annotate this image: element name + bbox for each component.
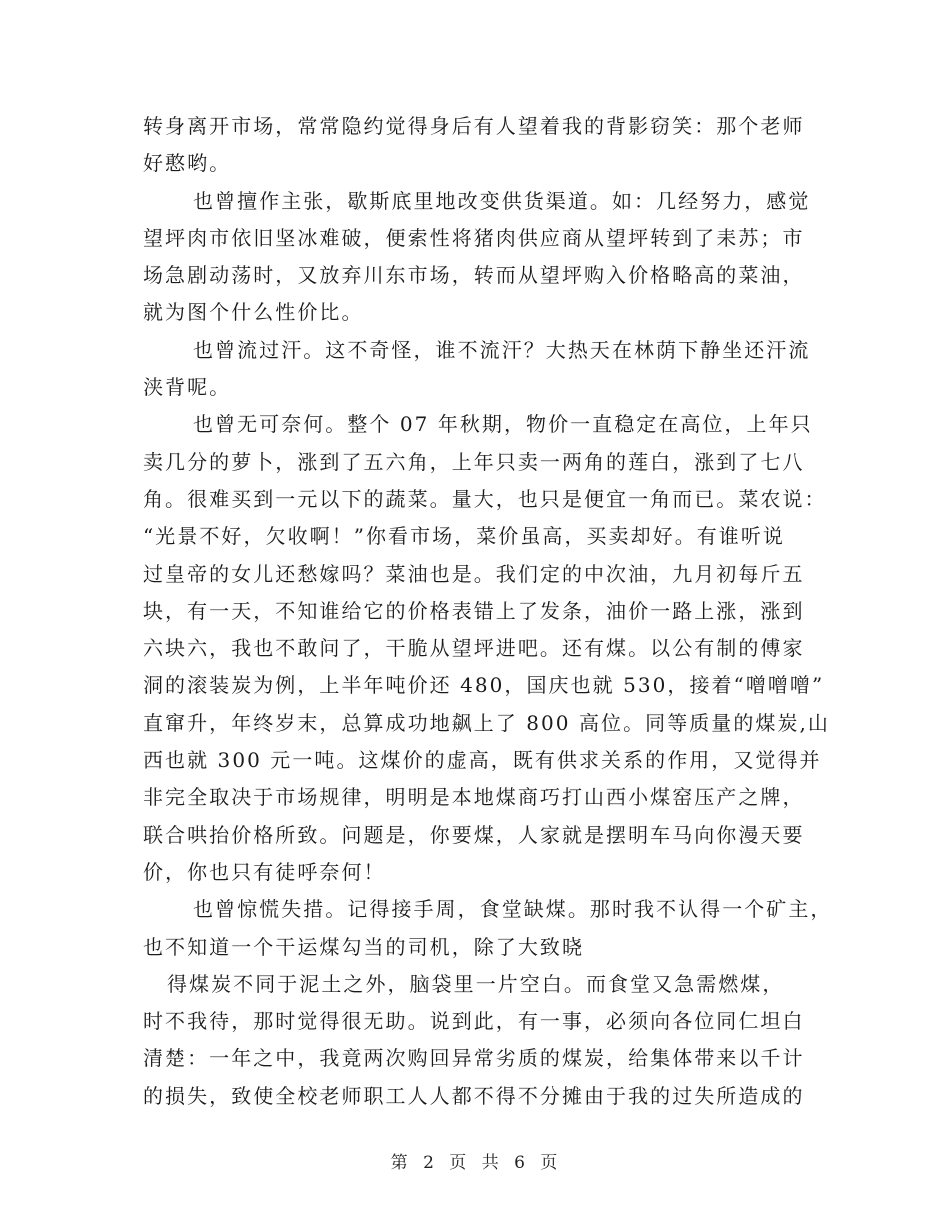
text-line: 卖几分的萝卜，涨到了五六角，上年只卖一两角的莲白，涨到了七八 — [143, 449, 805, 474]
text-line: 也曾擅作主张，歇斯底里地改变供货渠道。如：几经努力，感觉 — [193, 188, 811, 213]
text-line: 得煤炭不同于泥土之外，脑袋里一片空白。而食堂又急需燃煤， — [167, 971, 785, 996]
text-line: 时不我待，那时觉得很无助。说到此，有一事，必须向各位同仁坦白 — [143, 1009, 805, 1034]
document-body — [143, 108, 833, 1115]
text-line: 六块六，我也不敢问了，干脆从望坪进吧。还有煤。以公有制的傅家 — [143, 636, 805, 661]
footer-total-pages: 6 — [514, 1153, 527, 1173]
text-line: 场急剧动荡时，又放弃川东市场，转而从望坪购入价格略高的菜油， — [143, 263, 805, 288]
text-line: 好憨哟。 — [143, 151, 232, 176]
footer-current-page: 2 — [423, 1153, 436, 1173]
footer-page-unit: 页 — [449, 1153, 469, 1173]
text-line: 望坪肉市依旧坚冰难破，便索性将猪肉供应商从望坪转到了耒苏；市 — [143, 225, 805, 250]
text-line: 也曾惊慌失措。记得接手周，食堂缺煤。那时我不认得一个矿主， — [193, 897, 833, 922]
page-footer — [0, 1148, 950, 1173]
text-line: 过皇帝的女儿还愁嫁吗？菜油也是。我们定的中次油，九月初每斤五 — [143, 561, 805, 586]
text-line: 角。很难买到一元以下的蔬菜。量大，也只是便宜一角而已。菜农说： — [143, 486, 827, 511]
footer-prefix: 第 — [390, 1153, 410, 1173]
footer-total-unit: 页 — [540, 1153, 560, 1173]
text-line: 西也就 300 元一吨。这煤价的虚高，既有供求关系的作用，又觉得并 — [143, 748, 822, 773]
text-line: 洞的滚装炭为例，上半年吨价还 480，国庆也就 530，接着“噌噌噌” — [143, 673, 825, 698]
text-line: 联合哄抬价格所致。问题是，你要煤，人家就是摆明车马向你漫天要 — [143, 822, 805, 847]
text-line: 非完全取决于市场规律，明明是本地煤商巧打山西小煤窑压产之牌， — [143, 785, 805, 810]
text-line: 也不知道一个干运煤勾当的司机，除了大致晓 — [143, 934, 584, 959]
text-line: 块，有一天，不知谁给它的价格表错上了发条，油价一路上涨，涨到 — [143, 598, 805, 623]
text-line: 也曾无可奈何。整个 07 年秋期，物价一直稳定在高位，上年只 — [193, 412, 813, 437]
text-line: 就为图个什么性价比。 — [143, 300, 364, 325]
text-line: “光景不好，欠收啊！”你看市场，菜价虽高，买卖却好。有谁听说 — [143, 524, 785, 549]
text-line: 浃背呢。 — [143, 375, 232, 400]
text-line: 的损失，致使全校老师职工人人都不得不分摊由于我的过失所造成的 — [143, 1083, 805, 1108]
text-line: 转身离开市场，常常隐约觉得身后有人望着我的背影窃笑：那个老师 — [143, 114, 805, 138]
text-line: 直窜升，年终岁末，总算成功地飙上了 800 高位。同等质量的煤炭,山 — [143, 710, 830, 735]
text-line: 价，你也只有徒呼奈何！ — [143, 859, 386, 884]
text-line: 也曾流过汗。这不奇怪，谁不流汗？大热天在林荫下静坐还汗流 — [193, 337, 811, 362]
text-line: 清楚：一年之中，我竟两次购回异常劣质的煤炭，给集体带来以千计 — [143, 1046, 805, 1071]
footer-total-word: 共 — [481, 1153, 501, 1173]
